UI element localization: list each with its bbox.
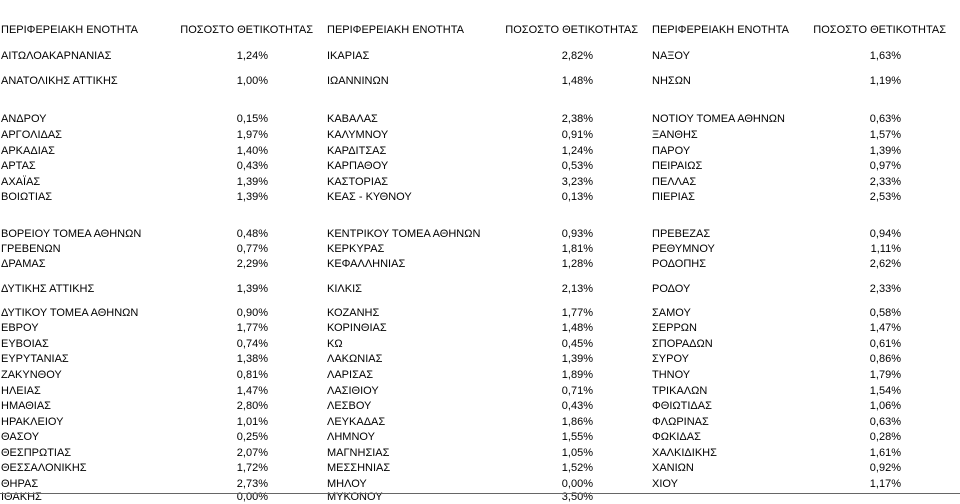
positivity-rate-value: 0,13% [561,191,593,203]
positivity-rate-value: 1,86% [561,416,593,428]
region-name: ΞΑΝΘΗΣ [652,129,698,141]
positivity-rate-value: 1,17% [869,478,901,490]
region-name: ΧΙΟΥ [652,478,678,490]
region-name: ΑΧΑΪΑΣ [1,176,41,188]
positivity-rate-value: 1,38% [236,353,268,365]
region-name: ΚΕΑΣ - ΚΥΘΝΟΥ [327,191,412,203]
positivity-rate-value: 0,63% [869,416,901,428]
positivity-rate-value: 0,15% [236,113,268,125]
positivity-rate-value: 1,97% [236,129,268,141]
region-name: ΦΩΚΙΔΑΣ [652,431,701,443]
region-name: ΒΟΡΕΙΟΥ ΤΟΜΕΑ ΑΘΗΝΩΝ [1,228,142,240]
region-name: ΝΑΞΟΥ [652,50,690,62]
positivity-rate-value: 1,63% [869,50,901,62]
positivity-rate-value: 1,24% [236,50,268,62]
region-name: ΗΜΑΘΙΑΣ [1,400,51,412]
region-name: ΝΟΤΙΟΥ ΤΟΜΕΑ ΑΘΗΝΩΝ [652,113,785,125]
positivity-rate-value: 2,53% [869,191,901,203]
region-name: ΜΑΓΝΗΣΙΑΣ [327,447,390,459]
region-name: ΚΑΡΔΙΤΣΑΣ [327,145,387,157]
region-name: ΗΛΕΙΑΣ [1,385,41,397]
positivity-rate-value: 2,33% [869,176,901,188]
positivity-rate-value: 1,61% [869,447,901,459]
region-name: ΚΕΡΚΥΡΑΣ [327,243,385,255]
region-name: ΛΕΥΚΑΔΑΣ [327,416,386,428]
header-region-col-3: ΠΕΡΙΦΕΡΕΙΑΚΗ ΕΝΟΤΗΤΑ [652,24,789,36]
region-name: ΔΡΑΜΑΣ [1,258,46,270]
positivity-rate-value: 1,77% [236,322,268,334]
positivity-rate-value: 1,47% [236,385,268,397]
positivity-rate-value: 0,81% [236,369,268,381]
positivity-rate-value: 0,61% [869,338,901,350]
positivity-rate-value: 0,90% [236,307,268,319]
positivity-rate-value: 1,57% [869,129,901,141]
positivity-rate-value: 1,28% [561,258,593,270]
region-name: ΘΕΣΠΡΩΤΙΑΣ [1,447,72,459]
region-name: ΦΘΙΩΤΙΔΑΣ [652,400,712,412]
region-name: ΤΗΝΟΥ [652,369,691,381]
positivity-rate-value: 1,77% [561,307,593,319]
positivity-rate-value: 1,81% [561,243,593,255]
region-name: ΣΠΟΡΑΔΩΝ [652,338,713,350]
positivity-rate-value: 2,73% [236,478,268,490]
positivity-rate-value: 1,40% [236,145,268,157]
positivity-rate-value: 1,54% [869,385,901,397]
region-name: ΠΕΛΛΑΣ [652,176,697,188]
positivity-rate-value: 0,00% [236,491,268,503]
header-rate-col-3: ΠΟΣΟΣΤΟ ΘΕΤΙΚΟΤΗΤΑΣ [813,24,946,36]
positivity-rate-value: 0,71% [561,385,593,397]
positivity-rate-value: 1,52% [561,462,593,474]
positivity-rate-value: 1,89% [561,369,593,381]
region-name: ΗΡΑΚΛΕΙΟΥ [1,416,64,428]
positivity-rate-value: 3,23% [561,176,593,188]
positivity-rate-value: 0,53% [561,160,593,172]
header-region-col-2: ΠΕΡΙΦΕΡΕΙΑΚΗ ΕΝΟΤΗΤΑ [327,24,464,36]
region-name: ΚΕΝΤΡΙΚΟΥ ΤΟΜΕΑ ΑΘΗΝΩΝ [327,228,481,240]
positivity-rate-value: 0,48% [236,228,268,240]
region-name: ΧΑΝΙΩΝ [652,462,694,474]
region-name: ΘΗΡΑΣ [1,478,39,490]
positivity-rate-value: 0,63% [869,113,901,125]
header-region-col-1: ΠΕΡΙΦΕΡΕΙΑΚΗ ΕΝΟΤΗΤΑ [1,24,138,36]
region-name: ΡΟΔΟΥ [652,283,691,295]
positivity-rate-value: 2,33% [869,283,901,295]
positivity-rate-value: 1,72% [236,462,268,474]
positivity-rate-value: 1,05% [561,447,593,459]
region-name: ΠΕΙΡΑΙΩΣ [652,160,703,172]
positivity-rate-value: 1,48% [561,322,593,334]
region-name: ΠΙΕΡΙΑΣ [652,191,695,203]
positivity-rate-value: 1,79% [869,369,901,381]
positivity-rate-value: 1,39% [236,176,268,188]
region-name: ΛΑΚΩΝΙΑΣ [327,353,383,365]
positivity-rate-value: 0,77% [236,243,268,255]
region-name: ΡΟΔΟΠΗΣ [652,258,707,270]
positivity-rate-value: 1,01% [236,416,268,428]
region-name: ΣΥΡΟΥ [652,353,690,365]
region-name: ΑΝΑΤΟΛΙΚΗΣ ΑΤΤΙΚΗΣ [1,75,118,87]
region-name: ΧΑΛΚΙΔΙΚΗΣ [652,447,717,459]
region-name: ΚΩ [327,338,343,350]
header-rate-col-2: ΠΟΣΟΣΤΟ ΘΕΤΙΚΟΤΗΤΑΣ [505,24,638,36]
region-name: ΕΒΡΟΥ [1,322,39,334]
region-name: ΦΛΩΡΙΝΑΣ [652,416,709,428]
positivity-rate-value: 1,00% [236,75,268,87]
positivity-rate-value: 1,19% [869,75,901,87]
table-bottom-border [0,493,960,494]
region-name: ΜΥΚΟΝΟΥ [327,491,383,503]
positivity-rate-value: 0,94% [869,228,901,240]
region-name: ΕΥΒΟΙΑΣ [1,338,49,350]
region-name: ΙΘΑΚΗΣ [1,491,42,503]
region-name: ΑΡΤΑΣ [1,160,36,172]
region-name: ΑΝΔΡΟΥ [1,113,47,125]
positivity-rate-value: 0,93% [561,228,593,240]
region-name: ΖΑΚΥΝΘΟΥ [1,369,62,381]
positivity-rate-value: 0,97% [869,160,901,172]
region-name: ΓΡΕΒΕΝΩΝ [1,243,61,255]
positivity-rate-value: 1,11% [870,243,901,255]
positivity-rate-value: 0,92% [869,462,901,474]
region-name: ΣΑΜΟΥ [652,307,691,319]
region-name: ΛΑΡΙΣΑΣ [327,369,374,381]
positivity-rate-value: 2,29% [236,258,268,270]
region-name: ΛΗΜΝΟΥ [327,431,375,443]
region-name: ΑΙΤΩΛΟΑΚΑΡΝΑΝΙΑΣ [1,50,112,62]
positivity-rate-value: 3,50% [561,491,593,503]
positivity-rate-value: 0,58% [869,307,901,319]
positivity-rate-value: 0,86% [869,353,901,365]
positivity-rate-value: 0,43% [561,400,593,412]
region-name: ΚΑΣΤΟΡΙΑΣ [327,176,389,188]
region-name: ΚΟΖΑΝΗΣ [327,307,380,319]
positivity-rate-value: 1,47% [869,322,901,334]
region-name: ΕΥΡΥΤΑΝΙΑΣ [1,353,69,365]
region-name: ΝΗΣΩΝ [652,75,691,87]
region-name: ΤΡΙΚΑΛΩΝ [652,385,708,397]
positivity-rate-value: 0,74% [236,338,268,350]
region-name: ΚΟΡΙΝΘΙΑΣ [327,322,387,334]
positivity-rate-value: 1,39% [236,191,268,203]
region-name: ΒΟΙΩΤΙΑΣ [1,191,53,203]
region-name: ΛΕΣΒΟΥ [327,400,372,412]
region-name: ΙΚΑΡΙΑΣ [327,50,370,62]
positivity-rate-value: 2,13% [561,283,593,295]
region-name: ΔΥΤΙΚΟΥ ΤΟΜΕΑ ΑΘΗΝΩΝ [1,307,139,319]
header-rate-col-1: ΠΟΣΟΣΤΟ ΘΕΤΙΚΟΤΗΤΑΣ [180,24,313,36]
positivity-rate-value: 1,39% [869,145,901,157]
region-name: ΜΕΣΣΗΝΙΑΣ [327,462,391,474]
region-name: ΠΑΡΟΥ [652,145,691,157]
region-name: ΠΡΕΒΕΖΑΣ [652,228,711,240]
positivity-rate-value: 1,39% [561,353,593,365]
region-name: ΛΑΣΙΘΙΟΥ [327,385,379,397]
positivity-rate-value: 0,45% [561,338,593,350]
positivity-rate-value: 1,39% [236,283,268,295]
region-name: ΚΑΛΥΜΝΟΥ [327,129,389,141]
region-name: ΙΩΑΝΝΙΝΩΝ [327,75,389,87]
positivity-rate-value: 0,91% [561,129,593,141]
region-name: ΑΡΓΟΛΙΔΑΣ [1,129,62,141]
positivity-rate-value: 0,28% [869,431,901,443]
positivity-rate-value: 1,24% [561,145,593,157]
region-name: ΚΙΛΚΙΣ [327,283,362,295]
region-name: ΘΕΣΣΑΛΟΝΙΚΗΣ [1,462,87,474]
positivity-rate-value: 2,80% [236,400,268,412]
region-name: ΘΑΣΟΥ [1,431,40,443]
positivity-rate-value: 0,00% [561,478,593,490]
positivity-rate-value: 1,55% [561,431,593,443]
positivity-rate-value: 2,62% [869,258,901,270]
positivity-rate-value: 0,25% [236,431,268,443]
region-name: ΜΗΛΟΥ [327,478,367,490]
region-name: ΣΕΡΡΩΝ [652,322,697,334]
positivity-rate-value: 0,43% [236,160,268,172]
region-name: ΔΥΤΙΚΗΣ ΑΤΤΙΚΗΣ [1,283,95,295]
region-name: ΚΑΒΑΛΑΣ [327,113,378,125]
region-name: ΑΡΚΑΔΙΑΣ [1,145,55,157]
positivity-rate-value: 1,06% [869,400,901,412]
region-name: ΡΕΘΥΜΝΟΥ [652,243,715,255]
positivity-rate-value: 2,07% [236,447,268,459]
positivity-rate-value: 2,38% [561,113,593,125]
positivity-rate-value: 2,82% [561,50,593,62]
region-name: ΚΕΦΑΛΛΗΝΙΑΣ [327,258,406,270]
positivity-rate-value: 1,48% [561,75,593,87]
region-name: ΚΑΡΠΑΘΟΥ [327,160,389,172]
